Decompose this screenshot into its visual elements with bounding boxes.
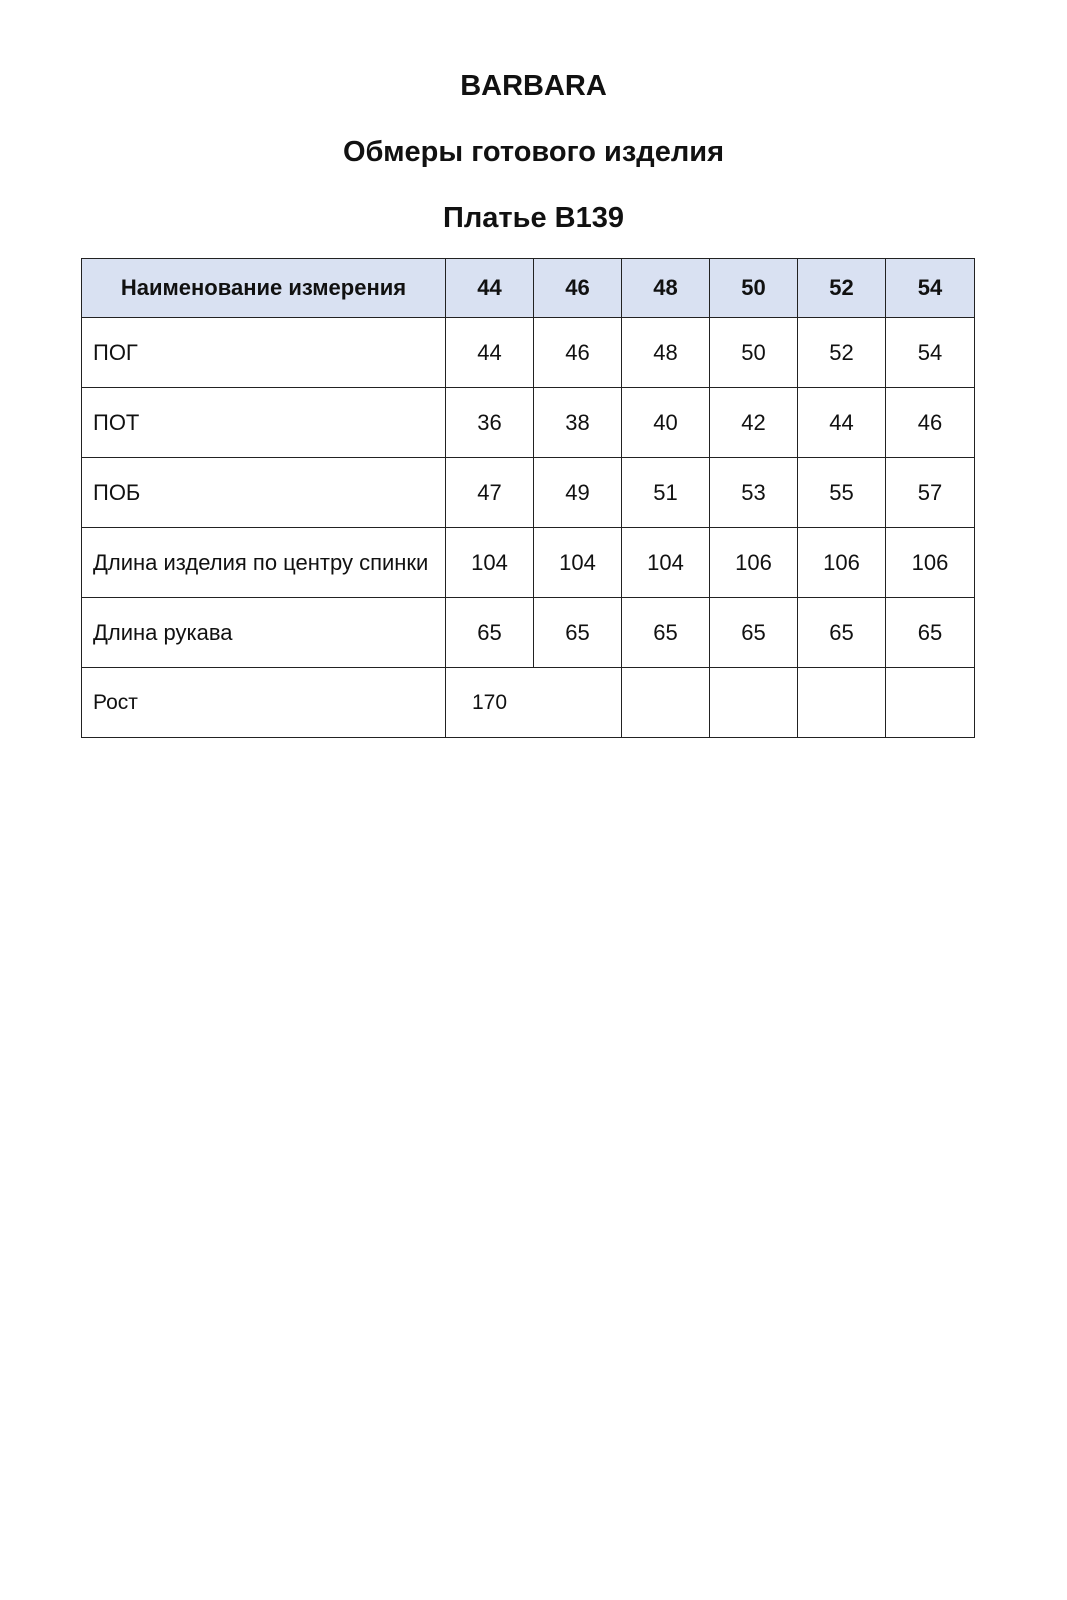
column-header-size: 48 xyxy=(622,259,710,318)
table-cell: 48 xyxy=(622,318,710,388)
table-row xyxy=(82,318,975,388)
column-header-size: 52 xyxy=(798,259,886,318)
table-cell: 47 xyxy=(446,458,534,528)
table-cell: 50 xyxy=(710,318,798,388)
document-subtitle: Обмеры готового изделия xyxy=(342,136,724,168)
row-label: ПОГ xyxy=(82,318,446,388)
table-cell: 104 xyxy=(446,528,534,598)
table-header-row xyxy=(82,259,975,318)
empty-cell xyxy=(622,668,710,738)
table-cell: 42 xyxy=(710,388,798,458)
measurements-table xyxy=(81,258,975,738)
table-cell: 55 xyxy=(798,458,886,528)
brand-title: BARBARA xyxy=(460,70,607,102)
table-cell: 106 xyxy=(798,528,886,598)
table-cell: 51 xyxy=(622,458,710,528)
table-cell: 53 xyxy=(710,458,798,528)
table-cell: 46 xyxy=(534,318,622,388)
column-header-size: 50 xyxy=(710,259,798,318)
row-label: Длина рукава xyxy=(82,598,446,668)
table-cell: 46 xyxy=(886,388,975,458)
row-label: ПОТ xyxy=(82,388,446,458)
empty-cell xyxy=(886,668,975,738)
table-cell: 104 xyxy=(622,528,710,598)
table-cell: 106 xyxy=(710,528,798,598)
table-cell: 106 xyxy=(886,528,975,598)
table-cell: 44 xyxy=(798,388,886,458)
row-label: ПОБ xyxy=(82,458,446,528)
product-title: Платье B139 xyxy=(443,202,624,234)
table-row-height xyxy=(82,668,975,738)
table-row xyxy=(82,528,975,598)
table-cell: 52 xyxy=(798,318,886,388)
table-cell: 65 xyxy=(534,598,622,668)
table-row xyxy=(82,388,975,458)
table-cell: 44 xyxy=(446,318,534,388)
table-cell: 65 xyxy=(622,598,710,668)
table-cell: 57 xyxy=(886,458,975,528)
table-cell: 40 xyxy=(622,388,710,458)
column-header-name: Наименование измерения xyxy=(82,259,446,318)
empty-cell xyxy=(710,668,798,738)
table-row xyxy=(82,598,975,668)
height-value-cell: 170 xyxy=(446,668,622,738)
table-cell: 36 xyxy=(446,388,534,458)
table-cell: 104 xyxy=(534,528,622,598)
table-cell: 65 xyxy=(886,598,975,668)
table-cell: 65 xyxy=(710,598,798,668)
row-label: Рост xyxy=(82,668,446,738)
table-row xyxy=(82,458,975,528)
column-header-size: 46 xyxy=(534,259,622,318)
column-header-size: 44 xyxy=(446,259,534,318)
row-label: Длина изделия по центру спинки xyxy=(82,528,446,598)
empty-cell xyxy=(798,668,886,738)
column-header-size: 54 xyxy=(886,259,975,318)
table-cell: 65 xyxy=(446,598,534,668)
table-cell: 65 xyxy=(798,598,886,668)
table-cell: 49 xyxy=(534,458,622,528)
table-cell: 54 xyxy=(886,318,975,388)
table-cell: 38 xyxy=(534,388,622,458)
